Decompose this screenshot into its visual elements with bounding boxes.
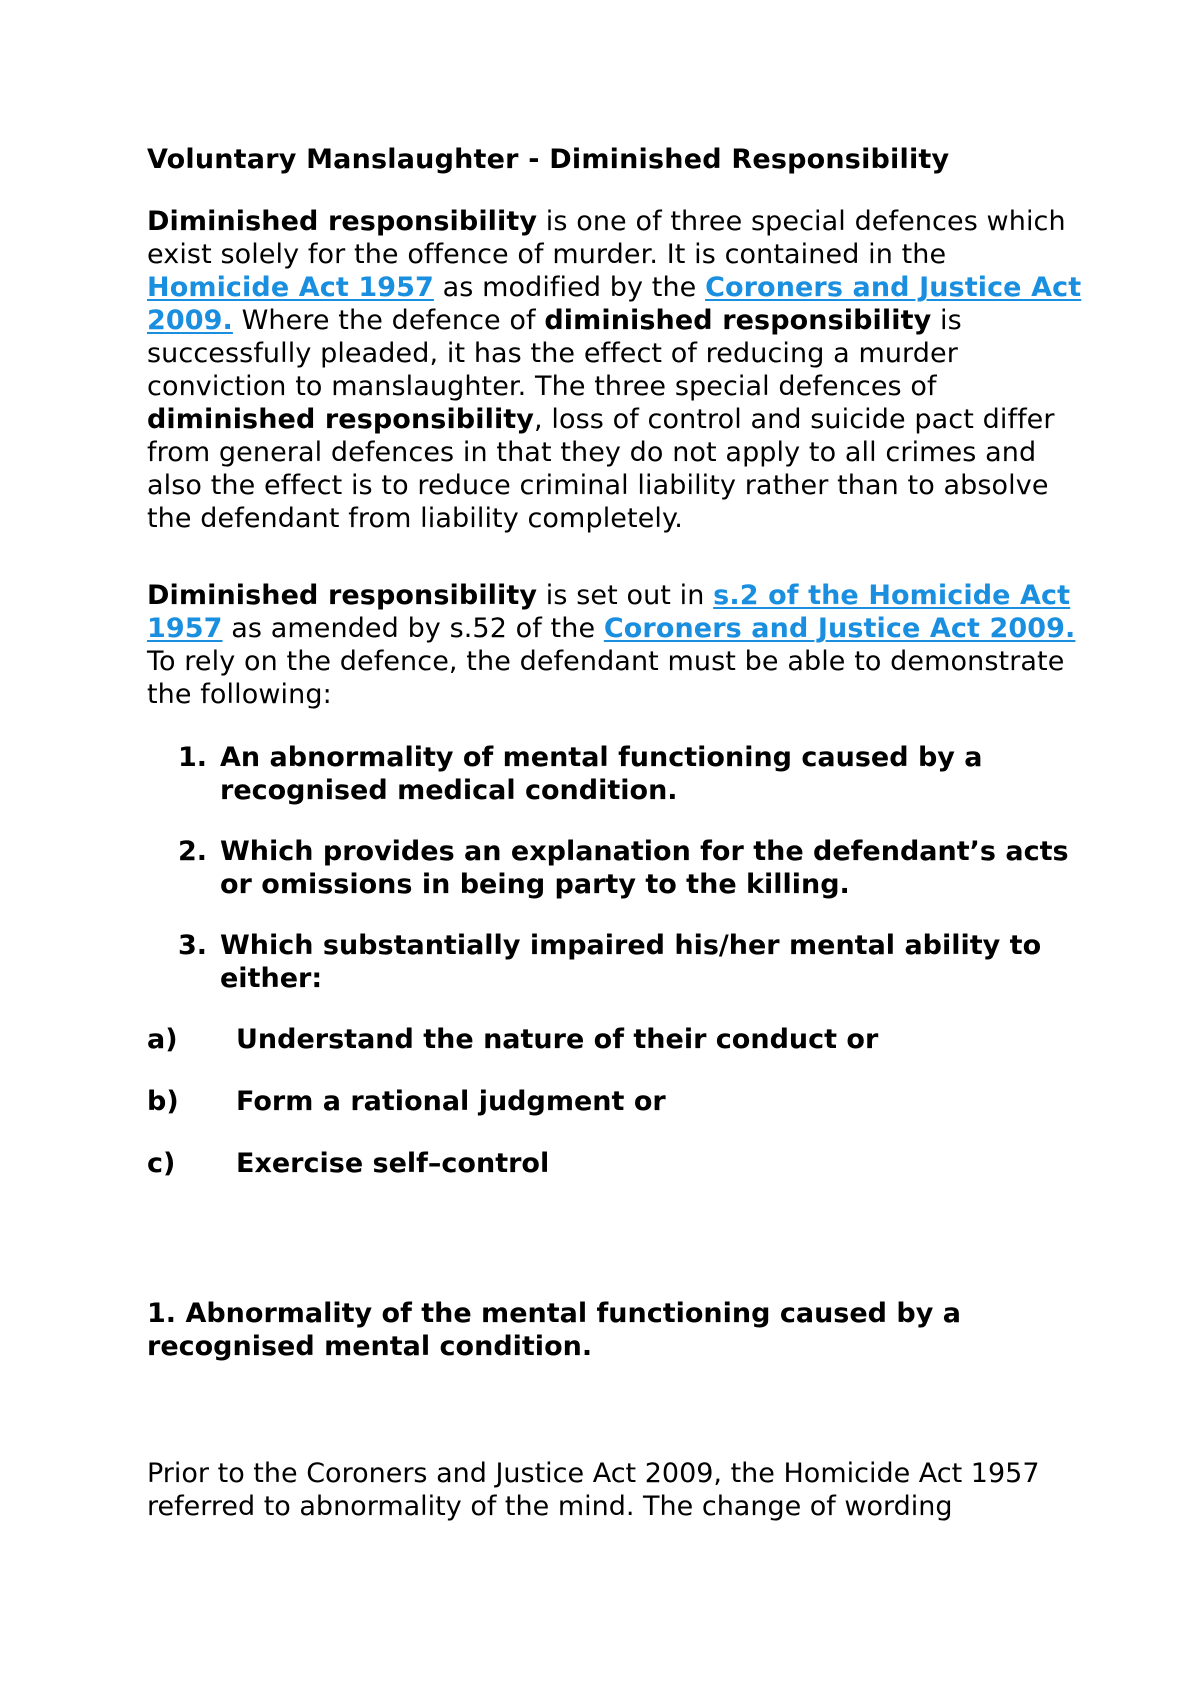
- list-item-text: Form a rational judgment or: [236, 1086, 666, 1117]
- list-item: [147, 835, 1087, 901]
- definition-paragraph: [147, 579, 1087, 711]
- paragraph-text: , loss of control and suicide pact differ from general defences in that they do not apply to all crimes and also the effect is to reduce criminal liability rather than to absolve the defendant from liability completely.: [147, 404, 1055, 534]
- paragraph-text: as amended by s.52 of the: [222, 613, 604, 644]
- intro-paragraph: [147, 205, 1087, 535]
- impairment-list: [147, 1023, 1087, 1180]
- section-2-homicide-act-link[interactable]: s.2 of the Homicide Act 1957: [147, 580, 1071, 644]
- list-number: 1.: [178, 742, 208, 773]
- list-letter: a): [147, 1024, 178, 1055]
- list-number: 2.: [178, 836, 208, 867]
- list-item: [147, 741, 1087, 807]
- bold-term: diminished responsibility: [544, 305, 932, 336]
- list-item: [147, 929, 1087, 995]
- list-number: 3.: [178, 930, 208, 961]
- paragraph-text: is one of three special defences which exist solely for the offence of murder. It is contained in the: [147, 206, 1066, 270]
- list-item: [147, 1023, 1087, 1056]
- coroners-justice-act-link[interactable]: Coroners and Justice Act 2009.: [603, 613, 1076, 644]
- list-item-text: Exercise self–control: [236, 1148, 550, 1179]
- list-letter: b): [147, 1086, 179, 1117]
- bold-term: diminished responsibility: [147, 404, 534, 435]
- paragraph-text: Where the defence of: [232, 305, 545, 336]
- list-item-text: An abnormality of mental functioning caused by a recognised medical condition.: [220, 742, 983, 806]
- paragraph-text: as modified by the: [433, 272, 706, 303]
- list-letter: c): [147, 1148, 176, 1179]
- document-page: [147, 143, 1087, 1523]
- coroners-justice-act-link[interactable]: Coroners and Justice Act 2009.: [147, 272, 1082, 336]
- paragraph-text: is successfully pleaded, it has the effect of reducing a murder conviction to manslaughter. The three special defences of: [147, 305, 962, 402]
- bold-term: Diminished responsibility: [147, 580, 538, 611]
- list-item-text: Understand the nature of their conduct or: [236, 1024, 879, 1055]
- list-item: [147, 1085, 1087, 1118]
- paragraph-text: To rely on the defence, the defendant must be able to demonstrate the following:: [147, 646, 1065, 710]
- closing-paragraph: Prior to the Coroners and Justice Act 2009, the Homicide Act 1957 referred to abnormality of the mind. The change of wording: [147, 1458, 1040, 1522]
- bold-term: Diminished responsibility: [147, 206, 538, 237]
- homicide-act-link[interactable]: Homicide Act 1957: [147, 272, 434, 303]
- list-item-text: Which substantially impaired his/her mental ability to either:: [220, 930, 1042, 994]
- section-heading: 1. Abnormality of the mental functioning caused by a recognised mental condition.: [147, 1298, 961, 1362]
- requirements-list: [147, 741, 1087, 995]
- list-item-text: Which provides an explanation for the defendant’s acts or omissions in being party to the killing.: [220, 836, 1069, 900]
- document-title: Voluntary Manslaughter - Diminished Responsibility: [147, 144, 950, 175]
- list-item: [147, 1147, 1087, 1180]
- paragraph-text: is set out in: [537, 580, 714, 611]
